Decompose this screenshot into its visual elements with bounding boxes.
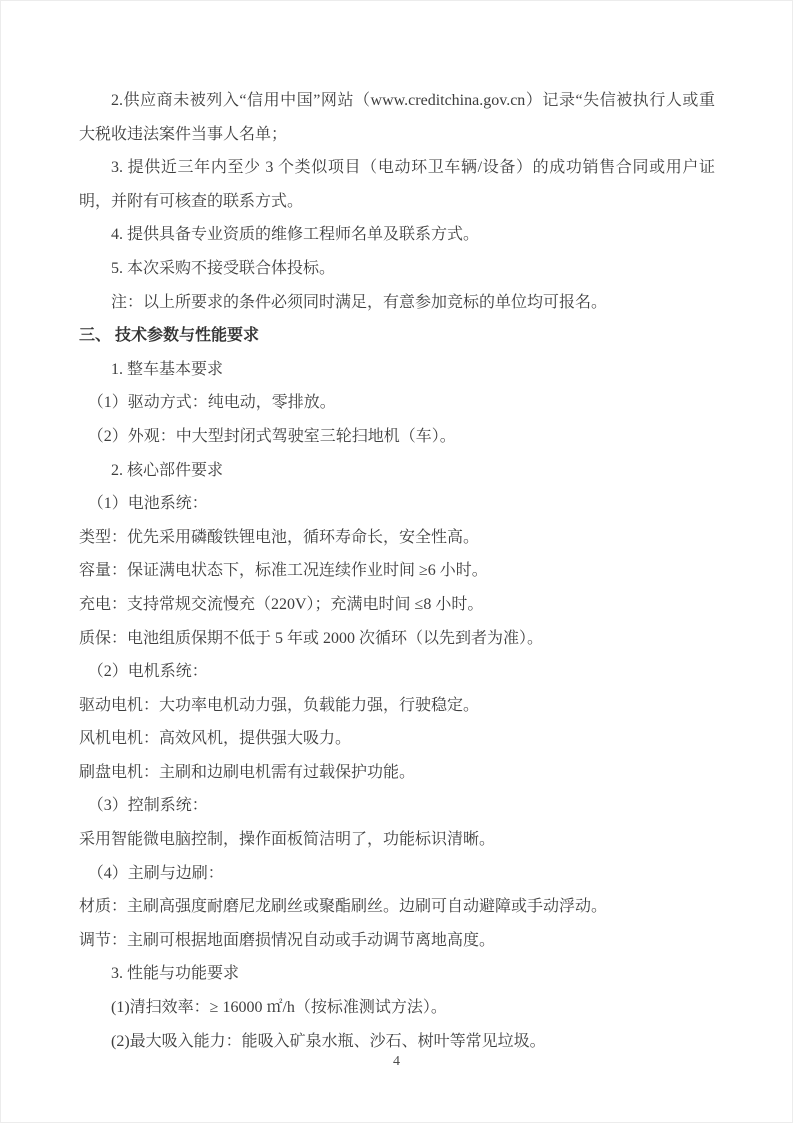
spec-line: 材质：主刷高强度耐磨尼龙刷丝或聚酯刷丝。边刷可自动避障或手动浮动。	[79, 898, 608, 916]
spec-line: 刷盘电机：主刷和边刷电机需有过载保护功能。	[79, 763, 416, 781]
page-number: 4	[393, 1054, 400, 1069]
tech-sub-item: （4）主刷与边刷：	[87, 864, 224, 882]
spec-line: 容量：保证满电状态下，标准工况连续作业时间 ≥6 小时。	[79, 562, 488, 580]
requirement-item: 5. 本次采购不接受联合体投标。	[111, 259, 336, 277]
tech-item-title: 2. 核心部件要求	[111, 461, 224, 479]
tech-sub-item: （1）电池系统：	[87, 495, 208, 513]
spec-line: 风机电机：高效风机，提供强大吸力。	[79, 730, 352, 748]
spec-line: (2)最大吸入能力：能吸入矿泉水瓶、沙石、树叶等常见垃圾。	[111, 1032, 546, 1050]
tech-item-title: 1. 整车基本要求	[111, 360, 224, 378]
spec-line: 采用智能微电脑控制，操作面板简洁明了，功能标识清晰。	[79, 831, 496, 849]
spec-line: 调节：主刷可根据地面磨损情况自动或手动调节离地高度。	[79, 931, 496, 949]
spec-line: (1)清扫效率：≥ 16000 ㎡/h（按标准测试方法）。	[111, 999, 447, 1017]
tech-sub-item: （1）驱动方式：纯电动，零排放。	[87, 394, 336, 412]
section-heading: 三、 技术参数与性能要求	[79, 327, 260, 345]
spec-line: 类型：优先采用磷酸铁锂电池，循环寿命长，安全性高。	[79, 528, 480, 546]
requirement-item: 4. 提供具备专业资质的维修工程师名单及联系方式。	[111, 226, 480, 244]
requirement-item: 2.供应商未被列入“信用中国”网站（www.creditchina.gov.cn）记录“失信被执行人或重大税收违法案件当事人名单；	[79, 92, 715, 143]
spec-line: 质保：电池组质保期不低于 5 年或 2000 次循环（以先到者为准）。	[79, 629, 544, 647]
spec-line: 充电：支持常规交流慢充（220V）；充满电时间 ≤8 小时。	[79, 595, 484, 613]
requirement-item: 3. 提供近三年内至少 3 个类似项目（电动环卫车辆/设备）的成功销售合同或用户证明，并附有可核查的联系方式。	[79, 159, 715, 210]
tech-sub-item: （2）电机系统：	[87, 663, 208, 681]
tech-sub-item: （2）外观：中大型封闭式驾驶室三轮扫地机（车）。	[87, 427, 456, 445]
spec-line: 驱动电机：大功率电机动力强，负载能力强，行驶稳定。	[79, 696, 480, 714]
tech-sub-item: （3）控制系统：	[87, 797, 208, 815]
tech-item-title: 3. 性能与功能要求	[111, 965, 240, 983]
note-line: 注：以上所要求的条件必须同时满足，有意参加竞标的单位均可报名。	[111, 293, 608, 311]
